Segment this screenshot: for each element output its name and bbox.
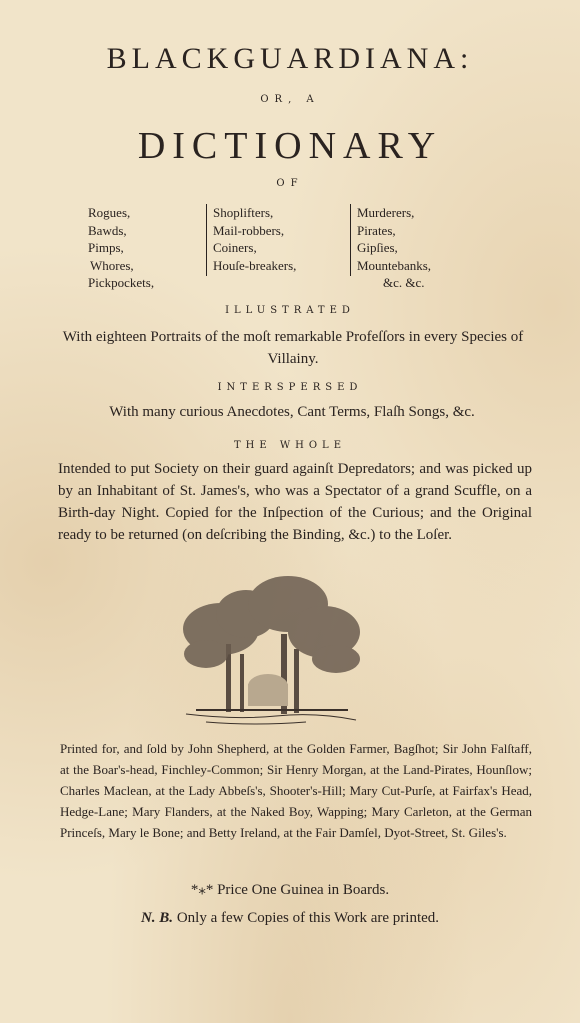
subject-item: Murderers, [357,205,415,220]
nb-label: N. B. [140,910,174,926]
subject-item: Pirates, [357,222,396,238]
subject-item: Pickpockets, [88,275,155,290]
price-line: *⁎* Price One Guinea in Boards. [190,882,390,898]
interspersed-heading: INTERSPERSED [217,382,363,393]
nota-bene-line [0,910,580,927]
illustrated-heading: ILLUSTRATED [225,305,355,316]
subject-column-2 [206,204,296,276]
of-label: OF [276,178,304,189]
subject-item: Coiners, [213,240,257,255]
subject-item: Shoplifters, [213,205,274,220]
imprint-text: Printed for, and ſold by John Shepherd, at the Golden Farmer, Bagſhot; Sir John Falſtaff, at the Boar's-head, Finchley-Common; Sir Henry Morgan, at the Land-Pirates, Hounſlow; Charles Maclean, at the Lady Abbeſs's, Shooter's-Hill; Mary Cut-Purſe, at Fairfax's Head, Hedge-Lane; Mary Flanders, at the Naked Boy, Wapping; Mary Carleton, at the German Princeſs, Mary le Bone; and Betty Ireland, at the Fair Damſel, Dyot-Street, St. Giles's. [60,741,532,840]
book-title: BLACKGUARDIANA: [106,42,474,75]
nb-text: Only a few Copies of this Work are printed. [176,910,440,926]
subtitle-or-a: OR, A [260,94,320,105]
subject-item: Mountebanks, [357,257,432,273]
subject-item: Whores, [90,257,134,273]
whole-heading: THE WHOLE [233,440,346,451]
subject-columns [88,204,468,290]
tree-vignette [176,574,368,728]
whole-text: Intended to put Society on their guard againſt Depredators; and was picked up by an Inhabitant of St. James's, who was a Spectator of a grand Scuffle, on a Birth-day Night. Copied for the Inſpection of the Curious; and the Original ready to be returned (on deſcribing the Binding, &c.) to the Loſer. [58,461,532,543]
subject-item: Pimps, [88,240,124,255]
subject-item: Mail-robbers, [213,222,285,238]
subject-item: Rogues, [88,205,131,220]
subject-column-1 [88,204,154,292]
interspersed-text: With many curious Anecdotes, Cant Terms, Flaſh Songs, &c. [109,404,475,420]
subject-item: &c. &c. [383,275,425,290]
subject-item: Houſe-breakers, [213,257,297,273]
subject-item: Gipſies, [357,240,398,255]
dictionary-heading: DICTIONARY [137,125,443,167]
subject-item: Bawds, [88,222,127,238]
subject-column-3 [350,204,432,290]
illustrated-text: With eighteen Portraits of the moſt remarkable Profeſſors in every Species of Villainy. [62,329,524,367]
